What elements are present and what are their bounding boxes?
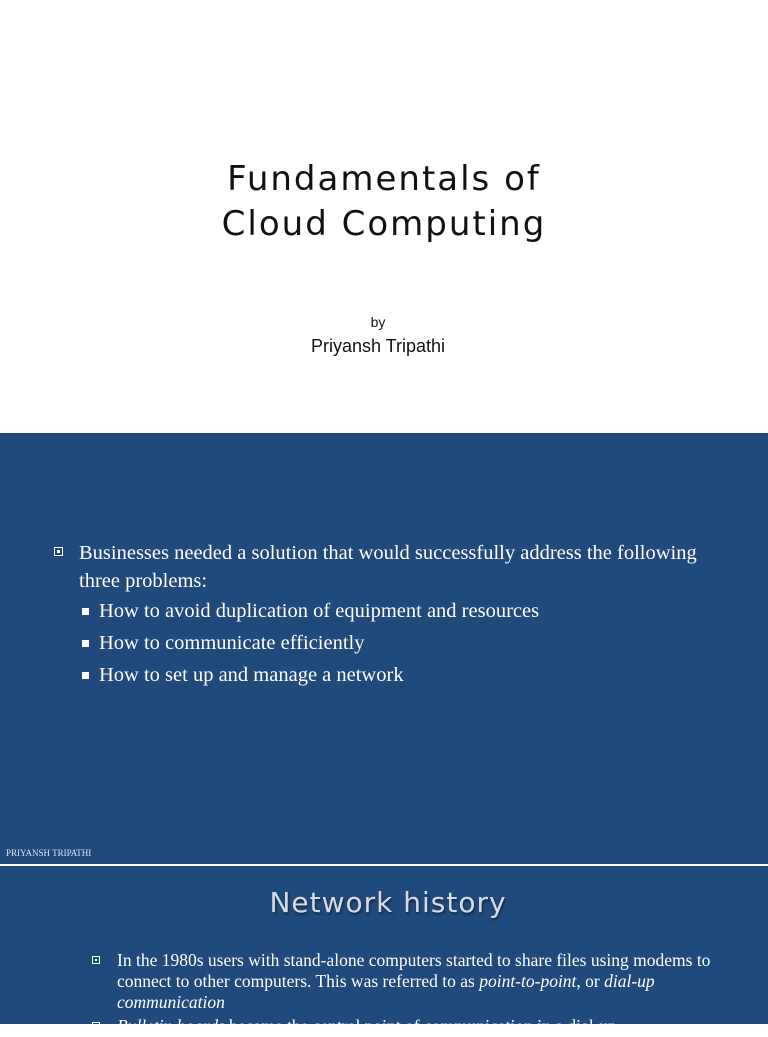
filled-square-bullet-icon [82,672,89,679]
title-slide [0,0,768,432]
main-bullet [54,539,734,595]
emphasis-bulletin-boards: Bulletin boards [117,1016,225,1036]
sub-bullet-text: How to communicate efficiently [99,632,365,654]
emphasis-point-to-point: point-to-point [479,971,577,991]
slide-footer: PRIYANSH TRIPATHI [6,848,92,858]
problems-slide [0,433,768,864]
title-line-1: Fundamentals of [227,159,541,199]
text-run: In the 1980s users with stand-alone computers started to share files using modems to connect to other computers. This was referred to as [117,950,711,991]
main-bullet-text: Businesses needed a solution that would successfully address the following three problems: [79,542,697,592]
sub-bullet [82,629,742,657]
text-run: , or [576,971,605,991]
by-label: by [370,314,386,330]
slide-title: Network history [269,886,507,919]
history-bullet-2-text [117,1016,752,1037]
history-bullet-text [117,950,752,1013]
filled-square-bullet-icon [82,608,89,615]
sub-bullet [82,597,742,625]
filled-square-bullet-icon [82,640,89,647]
square-bullet-icon [92,1022,100,1030]
text-run: became the central point of communication in a dial-up [224,1016,617,1036]
emphasis-dial-up: dial-up communication [117,971,655,1012]
sub-bullet-text: How to set up and manage a network [99,664,404,686]
history-bullet-2 [92,1016,752,1037]
presentation-title [0,157,768,247]
square-bullet-icon [54,547,63,556]
author-name: Priyansh Tripathi [310,336,446,356]
history-bullet [92,950,752,1013]
sub-bullet [82,661,742,689]
title-line-2: Cloud Computing [221,204,547,244]
square-bullet-icon [92,956,100,964]
sub-bullet-text: How to avoid duplication of equipment and resources [99,600,540,622]
network-history-slide [0,866,768,1036]
